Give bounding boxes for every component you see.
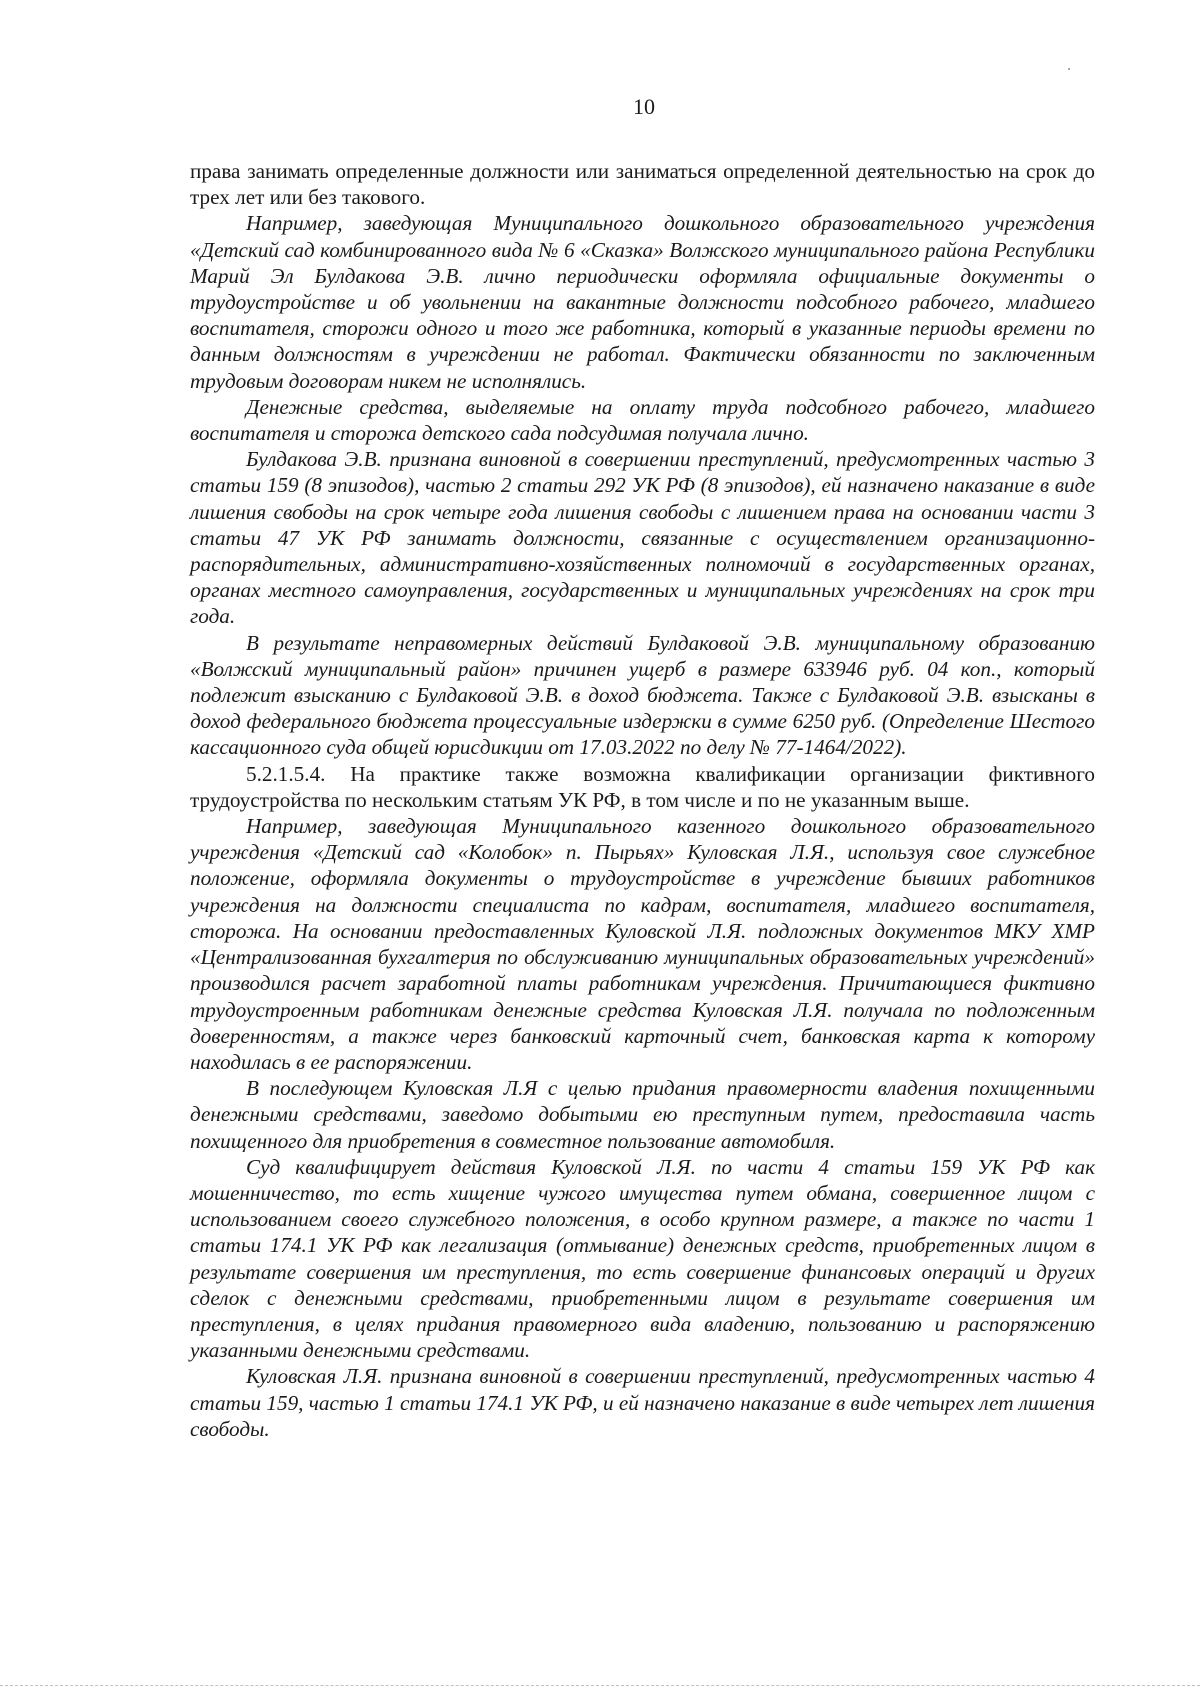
page-number: 10 (633, 94, 655, 119)
paragraph-court-qualification: Суд квалифицирует действия Куловской Л.Я. по части 4 статьи 159 УК РФ как мошенничество, то есть хищение чужого имущества путем обмана, совершенное лицом с использованием своего служебного положения, в особо крупном размере, а также по части 1 статьи 174.1 УК РФ как легализация (отмывание) денежных средств, приобретенных лицом в результате совершения им преступления, то есть совершение финансовых операций и других сделок с денежными средствами, приобретенными лицом в результате совершения им преступления, в целях придания правомерного вида владению, пользованию и распоряжению указанными денежными средствами. (190, 1154, 1095, 1363)
paragraph-continuation: права занимать определенные должности или заниматься определенной деятельностью на срок до трех лет или без такового. (190, 159, 1095, 210)
paragraph-kulovskaya-laundering: В последующем Куловская Л.Я с целью придания правомерности владения похищенными денежными средствами, заведомо добытыми ею преступным путем, предоставила часть похищенного для приобретения в совместное пользование автомобиля. (190, 1076, 1095, 1153)
scan-artifact-dot (1068, 68, 1070, 70)
scan-bottom-edge (0, 1684, 1200, 1686)
paragraph-section-5-2-1-5-4: 5.2.1.5.4. На практике также возможна квалификации организации фиктивного трудоустройства по нескольким статьям УК РФ, в том числе и по не указанным выше. (190, 761, 1095, 812)
paragraph-funds-received: Денежные средства, выделяемые на оплату труда подсобного рабочего, младшего воспитателя и сторожа детского сада подсудимая получала лично. (190, 394, 1095, 446)
document-body (190, 158, 1095, 1442)
paragraph-example-kulovskaya: Например, заведующая Муниципального казенного дошкольного образовательного учреждения «Детский сад «Колобок» п. Пырьях» Куловская Л.Я., используя свое служебное положение, оформляла документы о трудоустройстве в учреждение бывших работников учреждения на должности специалиста по кадрам, воспитателя, младшего воспитателя, сторожа. На основании предоставленных Куловской Л.Я. подложных документов МКУ ХМР «Централизованная бухгалтерия по обслуживанию муниципальных образовательных учреждений» производился расчет заработной платы работникам учреждения. Причитающиеся фиктивно трудоустроенным работникам денежные средства Куловская Л.Я. получала по подложенным доверенностям, а также через банковский карточный счет, банковская карта к которому находилась в ее распоряжении. (190, 814, 1095, 1074)
paragraph-kulovskaya-verdict: Куловская Л.Я. признана виновной в совершении преступлений, предусмотренных частью 4 статьи 159, частью 1 статьи 174.1 УК РФ, и ей назначено наказание в виде четырех лет лишения свободы. (190, 1364, 1095, 1441)
paragraph-example-buldakova: Например, заведующая Муниципального дошкольного образовательного учреждения «Детский сад комбинированного вида № 6 «Сказка» Волжского муниципального района Республики Марий Эл Булдакова Э.В. лично периодически оформляла официальные документы о трудоустройстве и об увольнении на вакантные должности подсобного рабочего, младшего воспитателя, сторожи одного и того же работника, который в указанные периоды времени по данным должностям в учреждении не работал. Фактически обязанности по заключенным трудовым договорам никем не исполнялись. (190, 211, 1095, 393)
paragraph-damage-recovery: В результате неправомерных действий Булдаковой Э.В. муниципальному образованию «Волжский муниципальный район» причинен ущерб в размере 633946 руб. 04 коп., который подлежит взысканию с Булдаковой Э.В. в доход бюджета. Также с Булдаковой Э.В. взысканы в доход федерального бюджета процессуальные издержки в сумме 6250 руб. (Определение Шестого кассационного суда общей юрисдикции от 17.03.2022 по делу № 77-1464/2022). (190, 630, 1095, 760)
paragraph-buldakova-verdict: Булдакова Э.В. признана виновной в совершении преступлений, предусмотренных частью 3 статьи 159 (8 эпизодов), частью 2 статьи 292 УК РФ (8 эпизодов), ей назначено наказание в виде лишения свободы на срок четыре года лишения свободы с лишением права на основании части 3 статьи 47 УК РФ занимать должности, связанные с осуществлением организационно-распорядительных, административно-хозяйственных полномочий в государственных органах, органах местного самоуправления, государственных и муниципальных учреждениях на срок три года. (190, 447, 1095, 629)
